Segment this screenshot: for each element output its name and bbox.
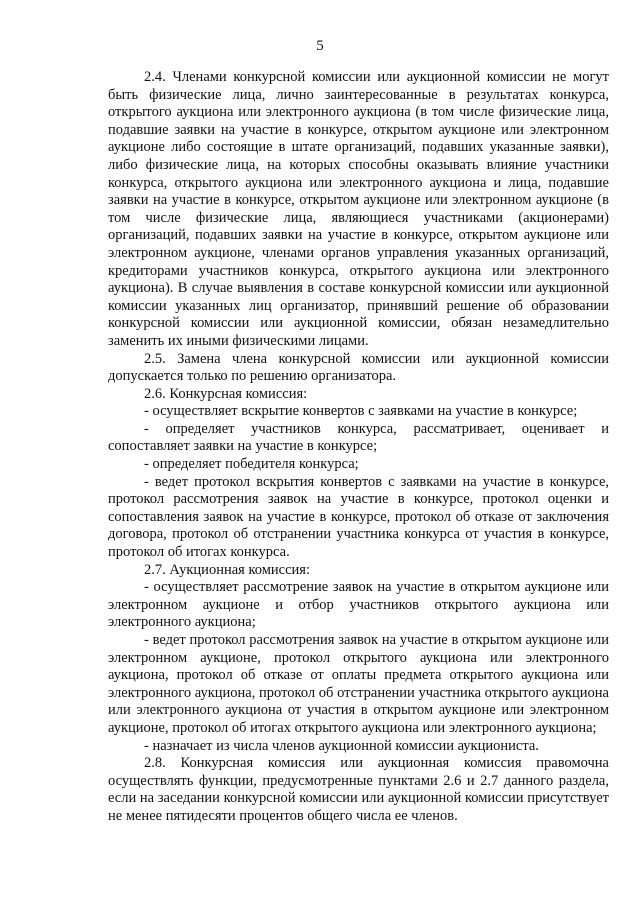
list-item: - осуществляет вскрытие конвертов с заявками на участие в конкурсе; [144,403,578,420]
paragraph-2-6-heading: 2.6. Конкурсная комиссия: [144,385,308,402]
list-item: - ведет протокол вскрытия конвертов с заявками на участие в конкурсе, протокол рассмотрения заявок на участие в конкурсе, протокол оценки и сопоставления заявок на участие в конкурсе, протокол об отказе от заключения договора, протокол об отстранении участника конкурса от участия в конкурсе, протокол об итогах конкурса. [108,473,609,561]
list-item: - ведет протокол рассмотрения заявок на участие в открытом аукционе или электронном аукционе, протокол открытого аукциона или электронного аукциона, протокол об отказе от оплаты предмета открытого аукциона или электронного аукциона, протокол об отстранении участника открытого аукциона или электронного аукциона от участия в открытом аукционе или электронном аукционе, протокол об итогах открытого аукциона или электронного аукциона; [108,632,609,736]
paragraph-2-4: 2.4. Членами конкурсной комиссии или аукционной комиссии не могут быть физические лица, лично заинтересованные в результатах конкурса, открытого аукциона или электронного аукциона (в том числе физические лица, подавшие заявки на участие в конкурсе, открытом аукционе или электронном аукционе либо состоящие в штате организаций, подавших указанные заявки), либо физические лица, на которых способны оказывать влияние участники конкурса, открытого аукциона или электронного аукциона и лица, подавшие заявки на участие в конкурсе, открытом аукционе или электронном аукционе (в том числе физические лица, являющиеся участниками (акционерами) организаций, подавших заявки на участие в конкурсе, открытом аукционе или электронном аукционе, членами органов управления указанных организаций, кредиторами участников конкурса, открытого аукциона или электронного аукциона). В случае выявления в составе конкурсной комиссии или аукционной комиссии указанных лиц организатор, принявший решение об образовании конкурсной комиссии или аукционной комиссии, обязан незамедлительно заменить их иными физическими лицами. [108,69,609,349]
list-item: - определяет победителя конкурса; [144,456,359,473]
list-item: - назначает из числа членов аукционной комиссии аукциониста. [144,737,539,754]
paragraph-2-7-heading: 2.7. Аукционная комиссия: [144,561,310,578]
list-item: - осуществляет рассмотрение заявок на участие в открытом аукционе или электронном аукционе и отбор участников открытого аукциона или электронного аукциона; [108,579,609,631]
list-item: - определяет участников конкурса, рассматривает, оценивает и сопоставляет заявки на участие в конкурсе; [108,420,609,455]
document-body [108,69,609,826]
page-number: 5 [316,38,324,54]
paragraph-2-8: 2.8. Конкурсная комиссия или аукционная комиссия правомочна осуществлять функции, предусмотренные пунктами 2.6 и 2.7 данного раздела, если на заседании конкурсной комиссии или аукционной комиссии присутствует не менее пятидесяти процентов общего числа ее членов. [108,755,609,824]
paragraph-2-5: 2.5. Замена члена конкурсной комиссии или аукционной комиссии допускается только по решению организатора. [108,350,609,385]
